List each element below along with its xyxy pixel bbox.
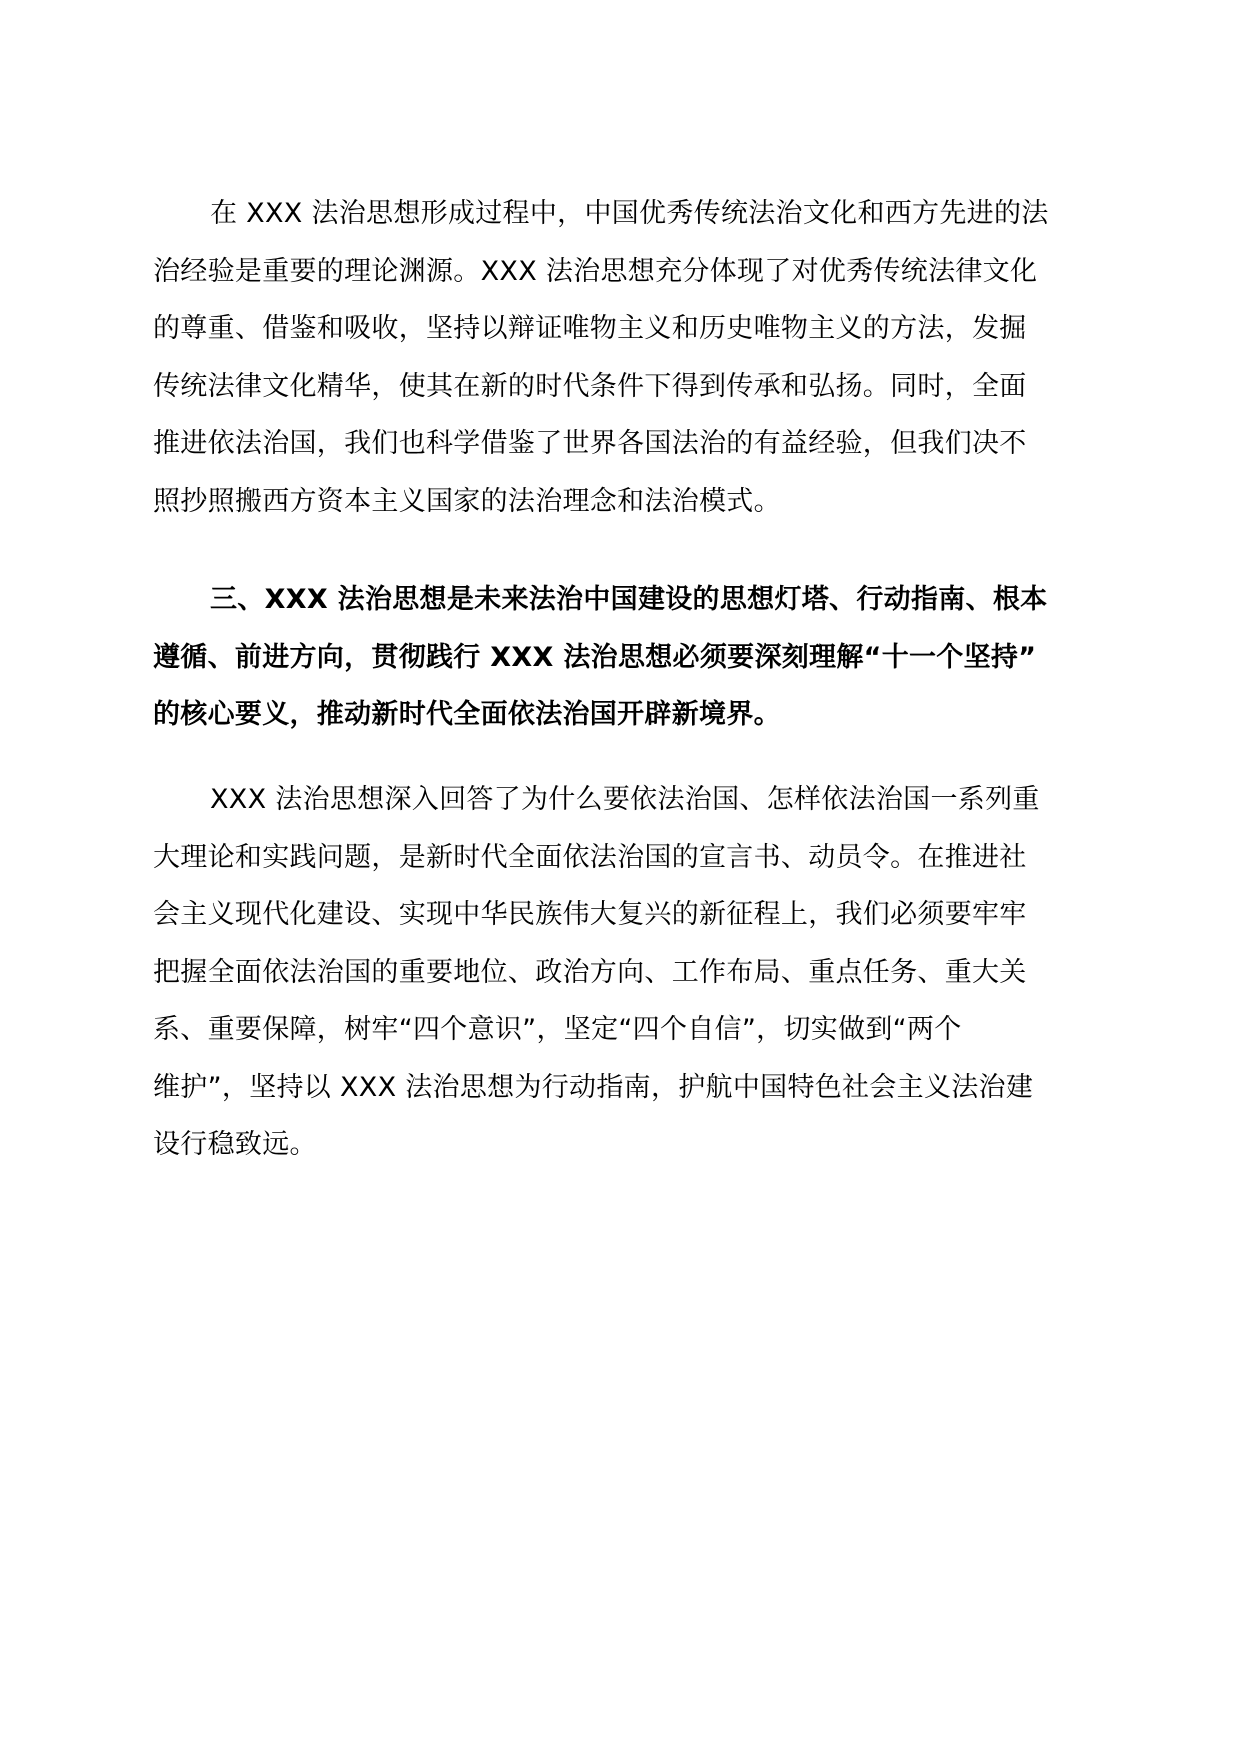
paragraph-line: 在 XXX 法治思想形成过程中，中国优秀传统法治文化和西方先进的法	[210, 198, 1049, 229]
heading-line: 三、XXX 法治思想是未来法治中国建设的思想灯塔、行动指南、根本	[210, 584, 1048, 615]
heading-line: 遵循、前进方向，贯彻践行 XXX 法治思想必须要深刻理解“十一个坚持”	[153, 641, 1037, 673]
paragraph-line: 设行稳致远。	[153, 1129, 317, 1160]
section-heading-3	[153, 571, 1083, 744]
paragraph-tradition	[153, 185, 1083, 530]
paragraph-guidance	[153, 771, 1083, 1174]
paragraph-line: 会主义现代化建设、实现中华民族伟大复兴的新征程上，我们必须要牢牢	[153, 899, 1027, 930]
paragraph-line: XXX 法治思想深入回答了为什么要依法治国、怎样依法治国一系列重	[210, 784, 1040, 815]
paragraph-line: 系、重要保障，树牢“四个意识”，坚定“四个自信”，切实做到“两个	[153, 1014, 962, 1045]
paragraph-line: 传统法律文化精华，使其在新的时代条件下得到传承和弘扬。同时，全面	[153, 370, 1027, 402]
heading-line: 的核心要义，推动新时代全面依法治国开辟新境界。	[153, 699, 781, 730]
paragraph-line: 大理论和实践问题，是新时代全面依法治国的宣言书、动员令。在推进社	[153, 841, 1027, 873]
paragraph-line: 治经验是重要的理论渊源。XXX 法治思想充分体现了对优秀传统法律文化	[153, 255, 1038, 287]
paragraph-line: 照抄照搬西方资本主义国家的法治理念和法治模式。	[153, 485, 781, 517]
paragraph-line: 的尊重、借鉴和吸收，坚持以辩证唯物主义和历史唯物主义的方法，发掘	[153, 313, 1027, 344]
paragraph-line: 推进依法治国，我们也科学借鉴了世界各国法治的有益经验，但我们决不	[153, 428, 1027, 459]
paragraph-line: 把握全面依法治国的重要地位、政治方向、工作布局、重点任务、重大关	[153, 956, 1027, 988]
paragraph-line: 维护”，坚持以 XXX 法治思想为行动指南，护航中国特色社会主义法治建	[153, 1071, 1034, 1103]
